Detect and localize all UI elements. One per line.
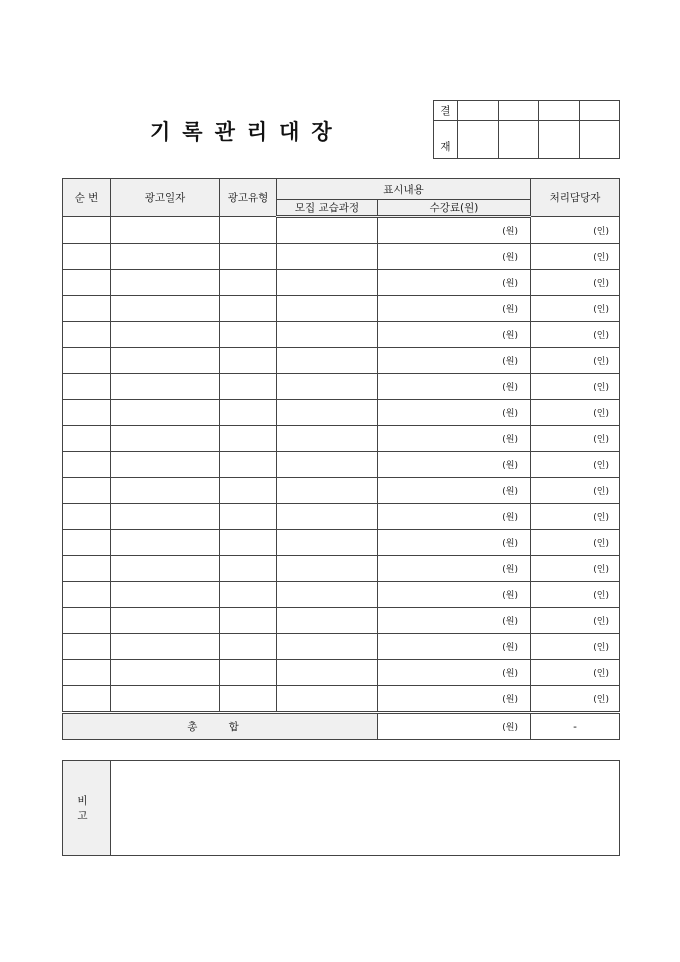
- fee-cell[interactable]: (원): [378, 270, 531, 296]
- approval-sign-cell[interactable]: [499, 121, 539, 159]
- ad-date-cell[interactable]: [111, 530, 220, 556]
- approval-header-cell[interactable]: [458, 101, 499, 121]
- course-cell[interactable]: [277, 478, 378, 504]
- seq-cell[interactable]: [63, 244, 111, 270]
- ad-date-cell[interactable]: [111, 686, 220, 713]
- fee-cell[interactable]: (원): [378, 426, 531, 452]
- course-cell[interactable]: [277, 374, 378, 400]
- approval-sign-cell[interactable]: [458, 121, 499, 159]
- course-cell[interactable]: [277, 322, 378, 348]
- ad-type-cell[interactable]: [220, 452, 277, 478]
- table-row: [63, 478, 620, 504]
- handler-cell[interactable]: (인): [531, 426, 620, 452]
- seq-cell[interactable]: [63, 348, 111, 374]
- seq-cell[interactable]: [63, 270, 111, 296]
- ad-type-cell[interactable]: [220, 270, 277, 296]
- ad-type-cell[interactable]: [220, 400, 277, 426]
- ad-type-cell[interactable]: [220, 530, 277, 556]
- fee-cell[interactable]: (원): [378, 504, 531, 530]
- table-row: [63, 452, 620, 478]
- fee-cell[interactable]: (원): [378, 374, 531, 400]
- table-row: [63, 608, 620, 634]
- fee-cell[interactable]: (원): [378, 582, 531, 608]
- ad-type-cell[interactable]: [220, 608, 277, 634]
- table-row: [63, 348, 620, 374]
- handler-cell[interactable]: (인): [531, 452, 620, 478]
- course-cell[interactable]: [277, 634, 378, 660]
- ad-date-cell[interactable]: [111, 478, 220, 504]
- ad-date-cell[interactable]: [111, 270, 220, 296]
- seq-cell[interactable]: [63, 608, 111, 634]
- ad-type-cell[interactable]: [220, 374, 277, 400]
- table-row: [63, 634, 620, 660]
- course-cell[interactable]: [277, 270, 378, 296]
- header-seq: 순 번: [63, 179, 111, 217]
- fee-cell[interactable]: (원): [378, 217, 531, 244]
- seq-cell[interactable]: [63, 322, 111, 348]
- ad-type-cell[interactable]: [220, 504, 277, 530]
- handler-cell[interactable]: (인): [531, 217, 620, 244]
- remarks-field[interactable]: [111, 761, 620, 856]
- course-cell[interactable]: [277, 504, 378, 530]
- ad-date-cell[interactable]: [111, 244, 220, 270]
- handler-cell[interactable]: (인): [531, 660, 620, 686]
- seq-cell[interactable]: [63, 217, 111, 244]
- seq-cell[interactable]: [63, 296, 111, 322]
- table-row: [63, 374, 620, 400]
- fee-cell[interactable]: (원): [378, 478, 531, 504]
- handler-cell[interactable]: (인): [531, 634, 620, 660]
- handler-cell[interactable]: (인): [531, 270, 620, 296]
- seq-cell[interactable]: [63, 582, 111, 608]
- ad-date-cell[interactable]: [111, 322, 220, 348]
- seq-cell[interactable]: [63, 660, 111, 686]
- header-display: 표시내용: [277, 179, 531, 200]
- seq-cell[interactable]: [63, 400, 111, 426]
- ad-type-cell[interactable]: [220, 217, 277, 244]
- table-row: [63, 582, 620, 608]
- course-cell[interactable]: [277, 530, 378, 556]
- table-row: [63, 400, 620, 426]
- course-cell[interactable]: [277, 426, 378, 452]
- ad-date-cell[interactable]: [111, 452, 220, 478]
- handler-cell[interactable]: (인): [531, 374, 620, 400]
- ad-type-cell[interactable]: [220, 348, 277, 374]
- course-cell[interactable]: [277, 400, 378, 426]
- ad-date-cell[interactable]: [111, 556, 220, 582]
- ad-type-cell[interactable]: [220, 426, 277, 452]
- approval-box: [433, 100, 620, 159]
- approval-header-cell[interactable]: [499, 101, 539, 121]
- ad-type-cell[interactable]: [220, 686, 277, 713]
- ad-date-cell[interactable]: [111, 426, 220, 452]
- course-cell[interactable]: [277, 608, 378, 634]
- handler-cell[interactable]: (인): [531, 582, 620, 608]
- handler-cell[interactable]: (인): [531, 686, 620, 713]
- ad-date-cell[interactable]: [111, 296, 220, 322]
- handler-cell[interactable]: (인): [531, 296, 620, 322]
- table-row: [63, 270, 620, 296]
- ad-type-cell[interactable]: [220, 296, 277, 322]
- header-course: 모집 교습과정: [277, 200, 378, 217]
- seq-cell[interactable]: [63, 634, 111, 660]
- fee-cell[interactable]: (원): [378, 348, 531, 374]
- table-row: [63, 244, 620, 270]
- table-row: [63, 426, 620, 452]
- table-row: [63, 530, 620, 556]
- table-row: [63, 504, 620, 530]
- handler-cell[interactable]: (인): [531, 244, 620, 270]
- ad-date-cell[interactable]: [111, 374, 220, 400]
- total-handler-cell: -: [531, 713, 620, 740]
- fee-cell[interactable]: (원): [378, 660, 531, 686]
- total-row: [63, 713, 620, 740]
- fee-cell[interactable]: (원): [378, 686, 531, 713]
- approval-sign-cell[interactable]: [580, 121, 620, 159]
- ad-type-cell[interactable]: [220, 478, 277, 504]
- ad-date-cell[interactable]: [111, 400, 220, 426]
- fee-cell[interactable]: (원): [378, 322, 531, 348]
- seq-cell[interactable]: [63, 452, 111, 478]
- record-table: [62, 178, 620, 740]
- remarks-label: 비 고: [63, 761, 111, 856]
- approval-header-cell[interactable]: [539, 101, 580, 121]
- header-ad-date: 광고일자: [111, 179, 220, 217]
- seq-cell[interactable]: [63, 686, 111, 713]
- table-row: [63, 322, 620, 348]
- ad-type-cell[interactable]: [220, 582, 277, 608]
- table-row: [63, 556, 620, 582]
- handler-cell[interactable]: (인): [531, 556, 620, 582]
- ad-type-cell[interactable]: [220, 322, 277, 348]
- ad-date-cell[interactable]: [111, 660, 220, 686]
- remarks-table: [62, 760, 620, 856]
- seq-cell[interactable]: [63, 478, 111, 504]
- approval-header-cell[interactable]: [580, 101, 620, 121]
- total-fee-cell[interactable]: (원): [378, 713, 531, 740]
- seq-cell[interactable]: [63, 426, 111, 452]
- header-handler: 처리담당자: [531, 179, 620, 217]
- ad-date-cell[interactable]: [111, 608, 220, 634]
- ad-date-cell[interactable]: [111, 504, 220, 530]
- handler-cell[interactable]: (인): [531, 322, 620, 348]
- course-cell[interactable]: [277, 348, 378, 374]
- table-row: [63, 686, 620, 713]
- handler-cell[interactable]: (인): [531, 478, 620, 504]
- fee-cell[interactable]: (원): [378, 530, 531, 556]
- handler-cell[interactable]: (인): [531, 400, 620, 426]
- approval-label-top: 결: [434, 101, 458, 121]
- fee-cell[interactable]: (원): [378, 400, 531, 426]
- ad-type-cell[interactable]: [220, 634, 277, 660]
- seq-cell[interactable]: [63, 374, 111, 400]
- header-ad-type: 광고유형: [220, 179, 277, 217]
- handler-cell[interactable]: (인): [531, 348, 620, 374]
- ad-date-cell[interactable]: [111, 348, 220, 374]
- course-cell[interactable]: [277, 556, 378, 582]
- course-cell[interactable]: [277, 660, 378, 686]
- total-label: 총 합: [63, 713, 378, 740]
- seq-cell[interactable]: [63, 530, 111, 556]
- ad-date-cell[interactable]: [111, 582, 220, 608]
- ad-type-cell[interactable]: [220, 660, 277, 686]
- fee-cell[interactable]: (원): [378, 608, 531, 634]
- course-cell[interactable]: [277, 296, 378, 322]
- header-fee: 수강료(원): [378, 200, 531, 217]
- ad-type-cell[interactable]: [220, 244, 277, 270]
- course-cell[interactable]: [277, 452, 378, 478]
- ad-date-cell[interactable]: [111, 634, 220, 660]
- approval-label-bottom: 재: [434, 121, 458, 159]
- fee-cell[interactable]: (원): [378, 634, 531, 660]
- ad-type-cell[interactable]: [220, 556, 277, 582]
- ad-date-cell[interactable]: [111, 217, 220, 244]
- page-title: 기록관리대장: [150, 120, 344, 144]
- course-cell[interactable]: [277, 244, 378, 270]
- table-row: [63, 660, 620, 686]
- course-cell[interactable]: [277, 686, 378, 713]
- approval-sign-cell[interactable]: [539, 121, 580, 159]
- handler-cell[interactable]: (인): [531, 530, 620, 556]
- table-row: [63, 217, 620, 244]
- seq-cell[interactable]: [63, 556, 111, 582]
- fee-cell[interactable]: (원): [378, 556, 531, 582]
- fee-cell[interactable]: (원): [378, 244, 531, 270]
- handler-cell[interactable]: (인): [531, 504, 620, 530]
- table-row: [63, 296, 620, 322]
- fee-cell[interactable]: (원): [378, 296, 531, 322]
- handler-cell[interactable]: (인): [531, 608, 620, 634]
- course-cell[interactable]: [277, 217, 378, 244]
- seq-cell[interactable]: [63, 504, 111, 530]
- course-cell[interactable]: [277, 582, 378, 608]
- fee-cell[interactable]: (원): [378, 452, 531, 478]
